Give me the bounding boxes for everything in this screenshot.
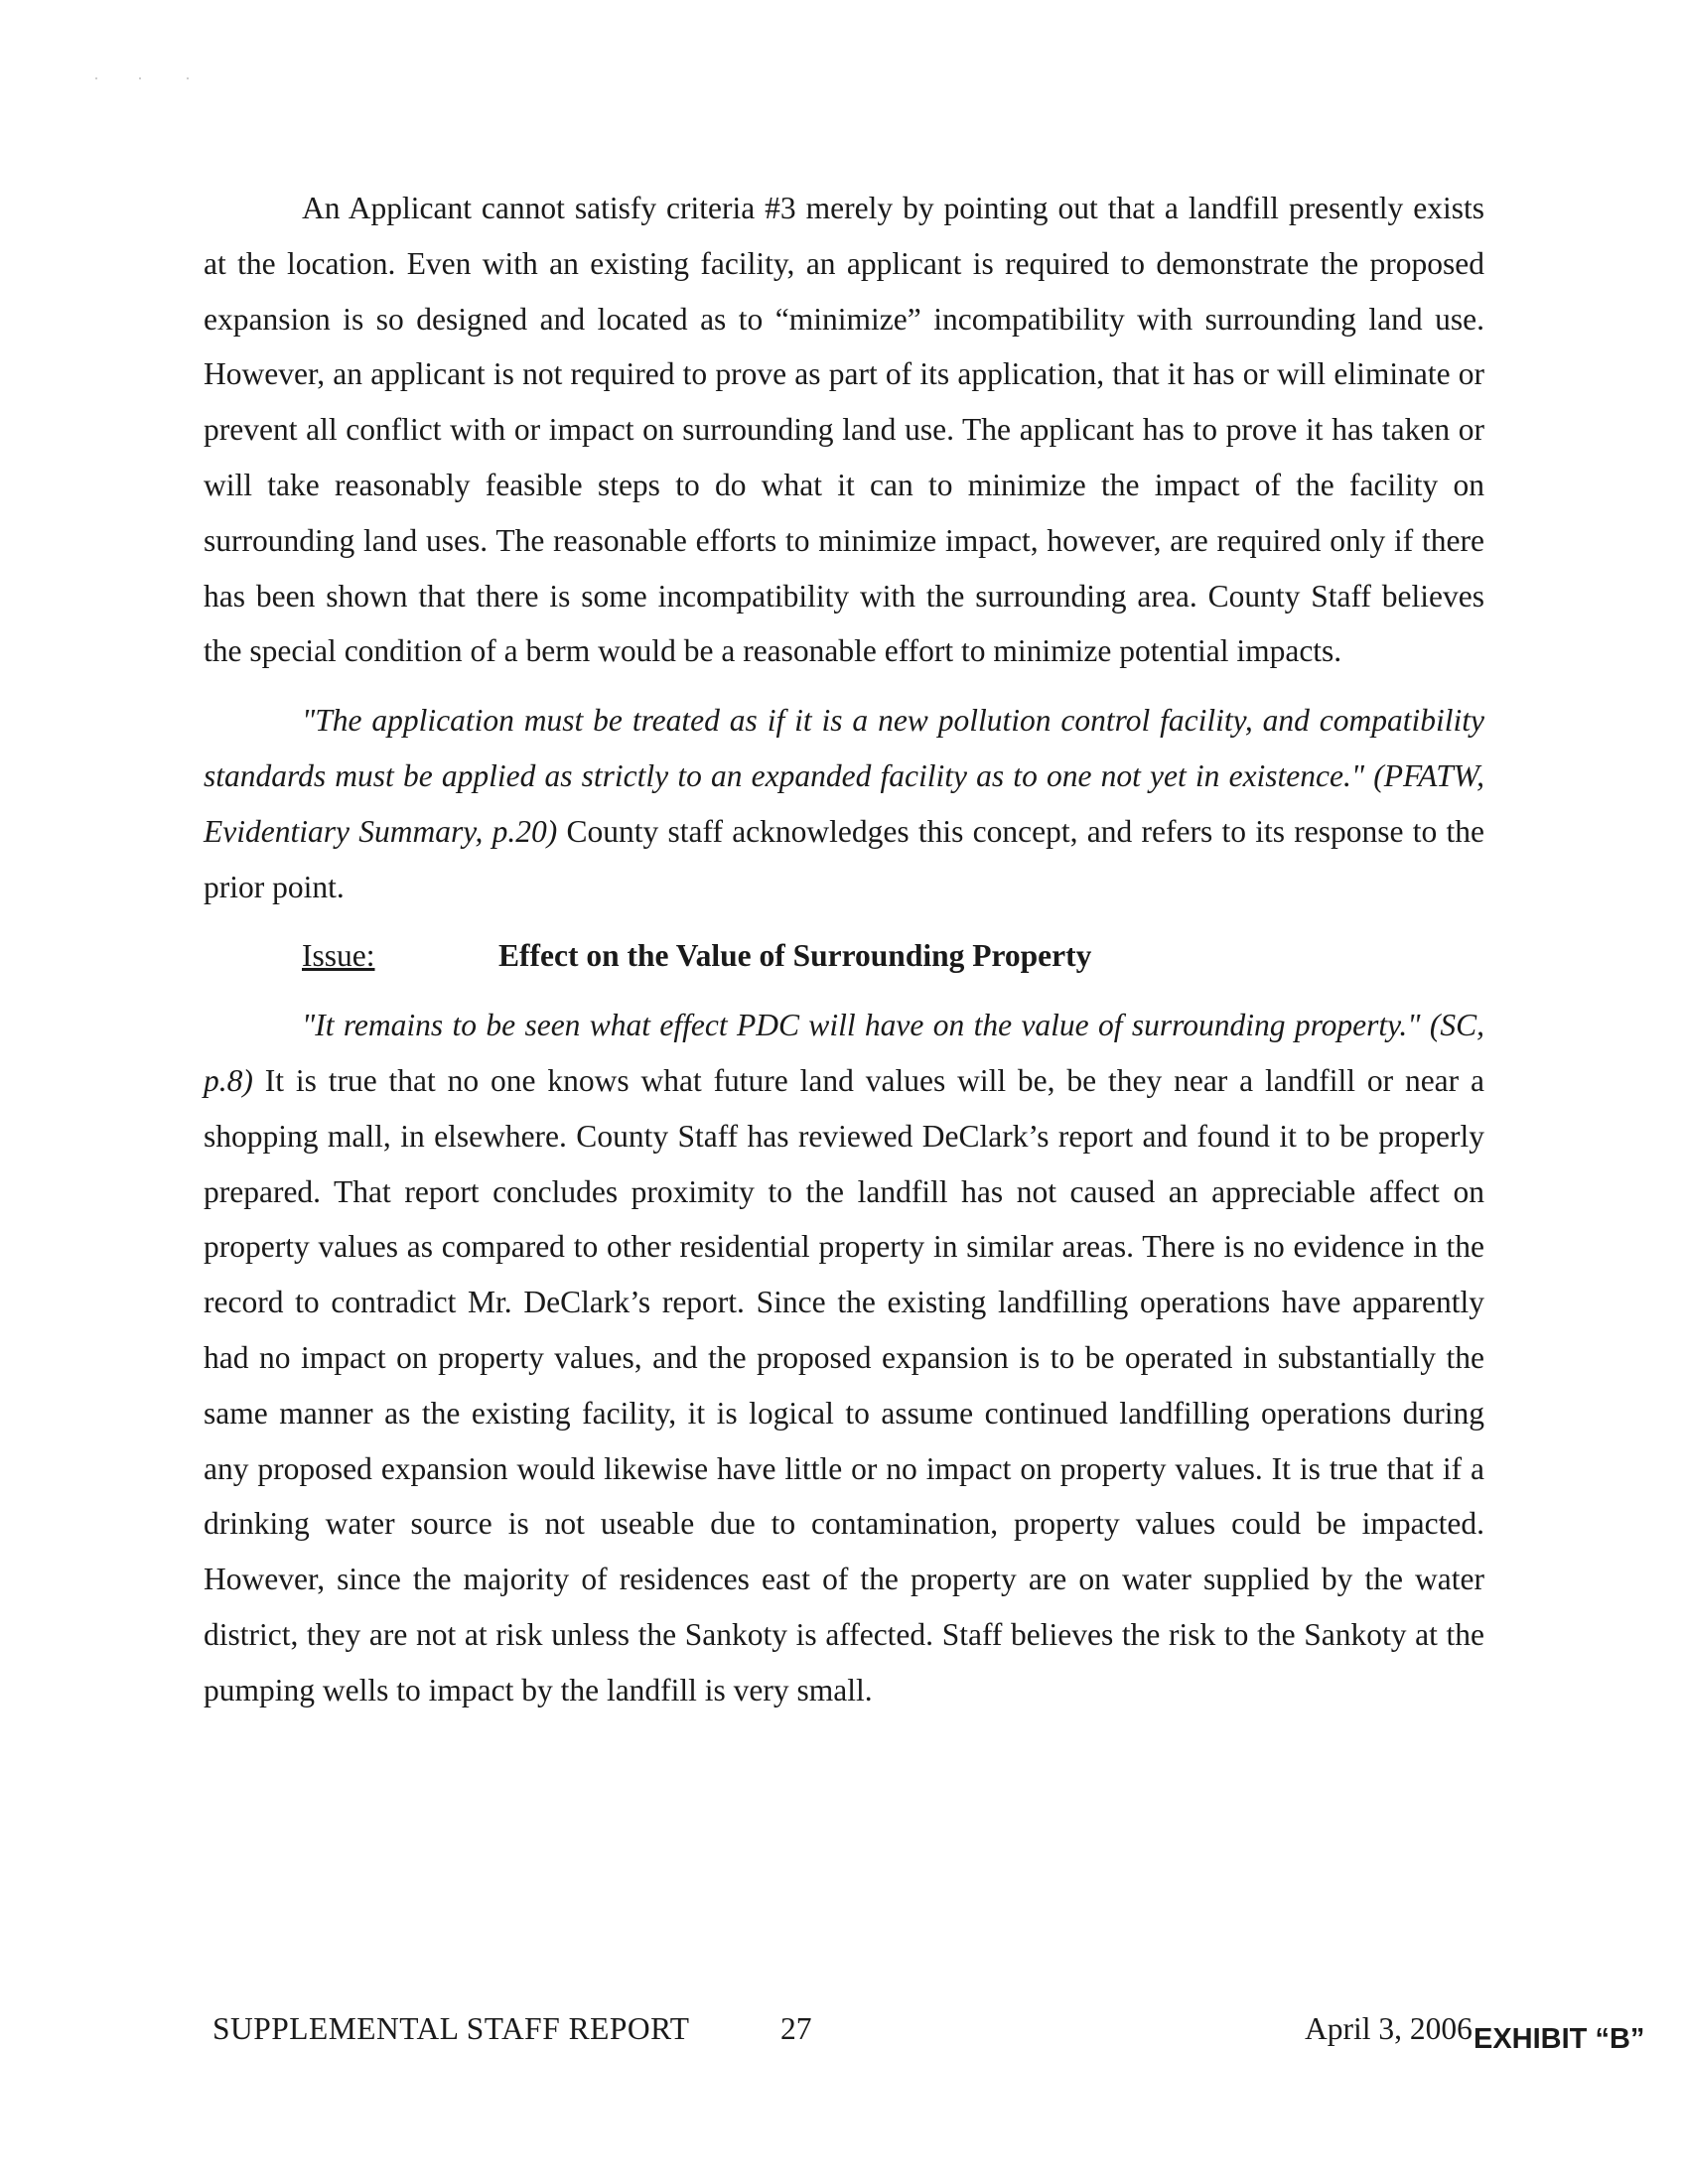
paragraph-text: County staff acknowledges this concept, and refers to its response to the prior point. (204, 813, 1485, 904)
scan-speck (187, 77, 189, 79)
footer-date: April 3, 2006 (1305, 2011, 1473, 2046)
paragraph-new-facility-quote (204, 693, 1484, 914)
paragraph-text: An Applicant cannot satisfy criteria #3 merely by pointing out that a landfill presently exists at the location. Even with an existing facility, an applicant is required to demonstrate the proposed expansion is so designed and located as to “minimize” incompatibility with surrounding land use. However, an applicant is not required to prove as part of its application, that it has or will eliminate or prevent all conflict with or impact on surrounding land use. The applicant has to prove it has taken or will take reasonably feasible steps to do what it can to minimize the impact of the facility on surrounding land uses. The reasonable efforts to minimize impact, however, are required only if there has been shown that there is some incompatibility with the surrounding area. County Staff believes the special condition of a berm would be a reasonable effort to minimize potential impacts. (204, 191, 1484, 669)
footer-report-title: SUPPLEMENTAL STAFF REPORT (212, 2011, 690, 2046)
exhibit-stamp: EXHIBIT “B” (1474, 2023, 1645, 2055)
quote-text: "The application must be treated as if it is a new pollution control facility, and compatibility standards must be applied as strictly to an expanded facility as to one not yet in existence." (PFATW, Evidentiary Summary, p.20) (204, 703, 1484, 849)
quote-text: "It remains to be seen what effect PDC will have on the value of surrounding property." (SC, p.8) (204, 1008, 1484, 1098)
issue-title: Effect on the Value of Surrounding Property (498, 938, 1092, 974)
issue-label: Issue: (302, 938, 375, 974)
issue-heading (204, 928, 1484, 984)
footer-page-number: 27 (780, 2011, 812, 2046)
scan-speck (95, 77, 97, 79)
document-body (204, 181, 1484, 1718)
paragraph-text: It is true that no one knows what future land values will be, be they near a landfill or near a shopping mall, in elsewhere. County Staff has reviewed DeClark’s report and found it to be properly prepared. That report concludes proximity to the landfill has not caused an appreciable affect on property values as compared to other residential property in similar areas. There is no evidence in the record to contradict Mr. DeClark’s report. Since the existing landfilling operations have apparently had no impact on property values, and the proposed expansion is to be operated in substantially the same manner as the existing facility, it is logical to assume continued landfilling operations during any proposed expansion would likewise have little or no impact on property values. It is true that if a drinking water source is not useable due to contamination, property values could be impacted. However, since the majority of residences east of the property are on water supplied by the water district, they are not at risk unless the Sankoty is affected. Staff believes the risk to the Sankoty at the pumping wells to impact by the landfill is very small. (204, 1062, 1484, 1707)
paragraph-criteria-3 (204, 181, 1484, 679)
paragraph-property-value (204, 998, 1484, 1717)
scan-speck (139, 77, 141, 79)
